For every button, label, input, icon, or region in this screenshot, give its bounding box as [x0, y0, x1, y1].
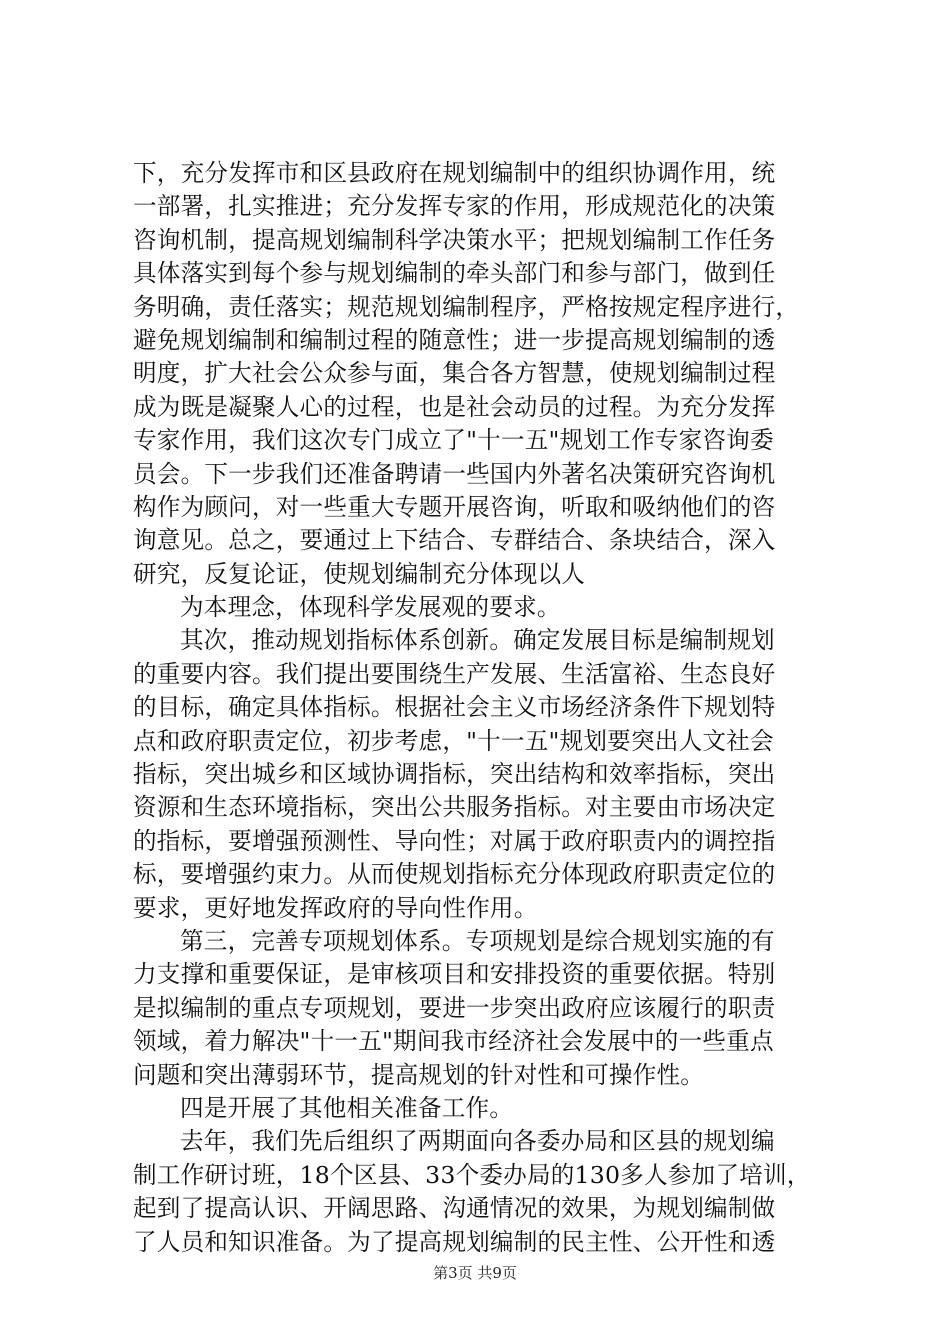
text-line: 员会。下一步我们还准备聘请一些国内外著名决策研究咨询机 — [133, 459, 776, 488]
text-line: 专家作用，我们这次专门成立了"十一五"规划工作专家咨询委 — [133, 426, 774, 455]
text-line: 询意见。总之，要通过上下结合、专群结合、条块结合，深入 — [133, 526, 776, 555]
text-line: 为本理念，体现科学发展观的要求。 — [180, 593, 561, 622]
text-line: 的指标，要增强预测性、导向性；对属于政府职责内的调控指 — [133, 826, 776, 855]
text-line: 四是开展了其他相关准备工作。 — [180, 1093, 514, 1122]
text-line: 力支撑和重要保证，是审核项目和安排投资的重要依据。特别 — [133, 960, 776, 989]
text-line: 领域，着力解决"十一五"期间我市经济社会发展中的一些重点 — [133, 1027, 774, 1056]
text-line: 资源和生态环境指标，突出公共服务指标。对主要由市场决定 — [133, 793, 776, 822]
text-line: 其次，推动规划指标体系创新。确定发展目标是编制规划 — [180, 626, 775, 655]
text-line: 是拟编制的重点专项规划，要进一步突出政府应该履行的职责 — [133, 993, 776, 1022]
text-line: 咨询机制，提高规划编制科学决策水平；把规划编制工作任务 — [133, 225, 776, 254]
text-line: 第三，完善专项规划体系。专项规划是综合规划实施的有 — [180, 926, 775, 955]
text-line: 起到了提高认识、开阔思路、沟通情况的效果，为规划编制做 — [133, 1194, 776, 1223]
text-line: 下，充分发挥市和区县政府在规划编制中的组织协调作用，统 — [133, 159, 776, 187]
text-line: 具体落实到每个参与规划编制的牵头部门和参与部门，做到任 — [133, 259, 776, 288]
text-line: 点和政府职责定位，初步考虑，"十一五"规划要突出人文社会 — [133, 726, 774, 755]
text-line: 避免规划编制和编制过程的随意性；进一步提高规划编制的透 — [133, 325, 776, 354]
text-line: 标，要增强约束力。从而使规划指标充分体现政府职责定位的 — [133, 860, 776, 889]
text-line: 制工作研讨班，18个区县、33个委办局的130多人参加了培训， — [133, 1160, 811, 1189]
text-line: 成为既是凝聚人心的过程，也是社会动员的过程。为充分发挥 — [133, 392, 776, 421]
text-line: 的重要内容。我们提出要围绕生产发展、生活富裕、生态良好 — [133, 659, 776, 688]
text-line: 研究，反复论证，使规划编制充分体现以人 — [133, 559, 586, 588]
text-line: 的目标，确定具体指标。根据社会主义市场经济条件下规划特 — [133, 693, 776, 722]
body-text — [133, 157, 833, 1259]
text-line: 了人员和知识准备。为了提高规划编制的民主性、公开性和透 — [133, 1227, 776, 1256]
text-line: 问题和突出薄弱环节，提高规划的针对性和可操作性。 — [133, 1060, 705, 1089]
text-line: 明度，扩大社会公众参与面，集合各方智慧，使规划编制过程 — [133, 359, 776, 388]
text-line: 构作为顾问，对一些重大专题开展咨询，听取和吸纳他们的咨 — [133, 492, 776, 521]
text-line: 去年，我们先后组织了两期面向各委办局和区县的规划编 — [180, 1127, 775, 1156]
text-line: 要求，更好地发挥政府的导向性作用。 — [133, 893, 538, 922]
text-line: 指标，突出城乡和区域协调指标，突出结构和效率指标，突出 — [133, 760, 776, 789]
page-footer: 第3页 共9页 — [433, 1264, 517, 1282]
text-line: 务明确，责任落实；规范规划编制程序，严格按规定程序进行， — [133, 292, 800, 321]
text-line: 一部署，扎实推进；充分发挥专家的作用，形成规范化的决策 — [133, 192, 776, 221]
